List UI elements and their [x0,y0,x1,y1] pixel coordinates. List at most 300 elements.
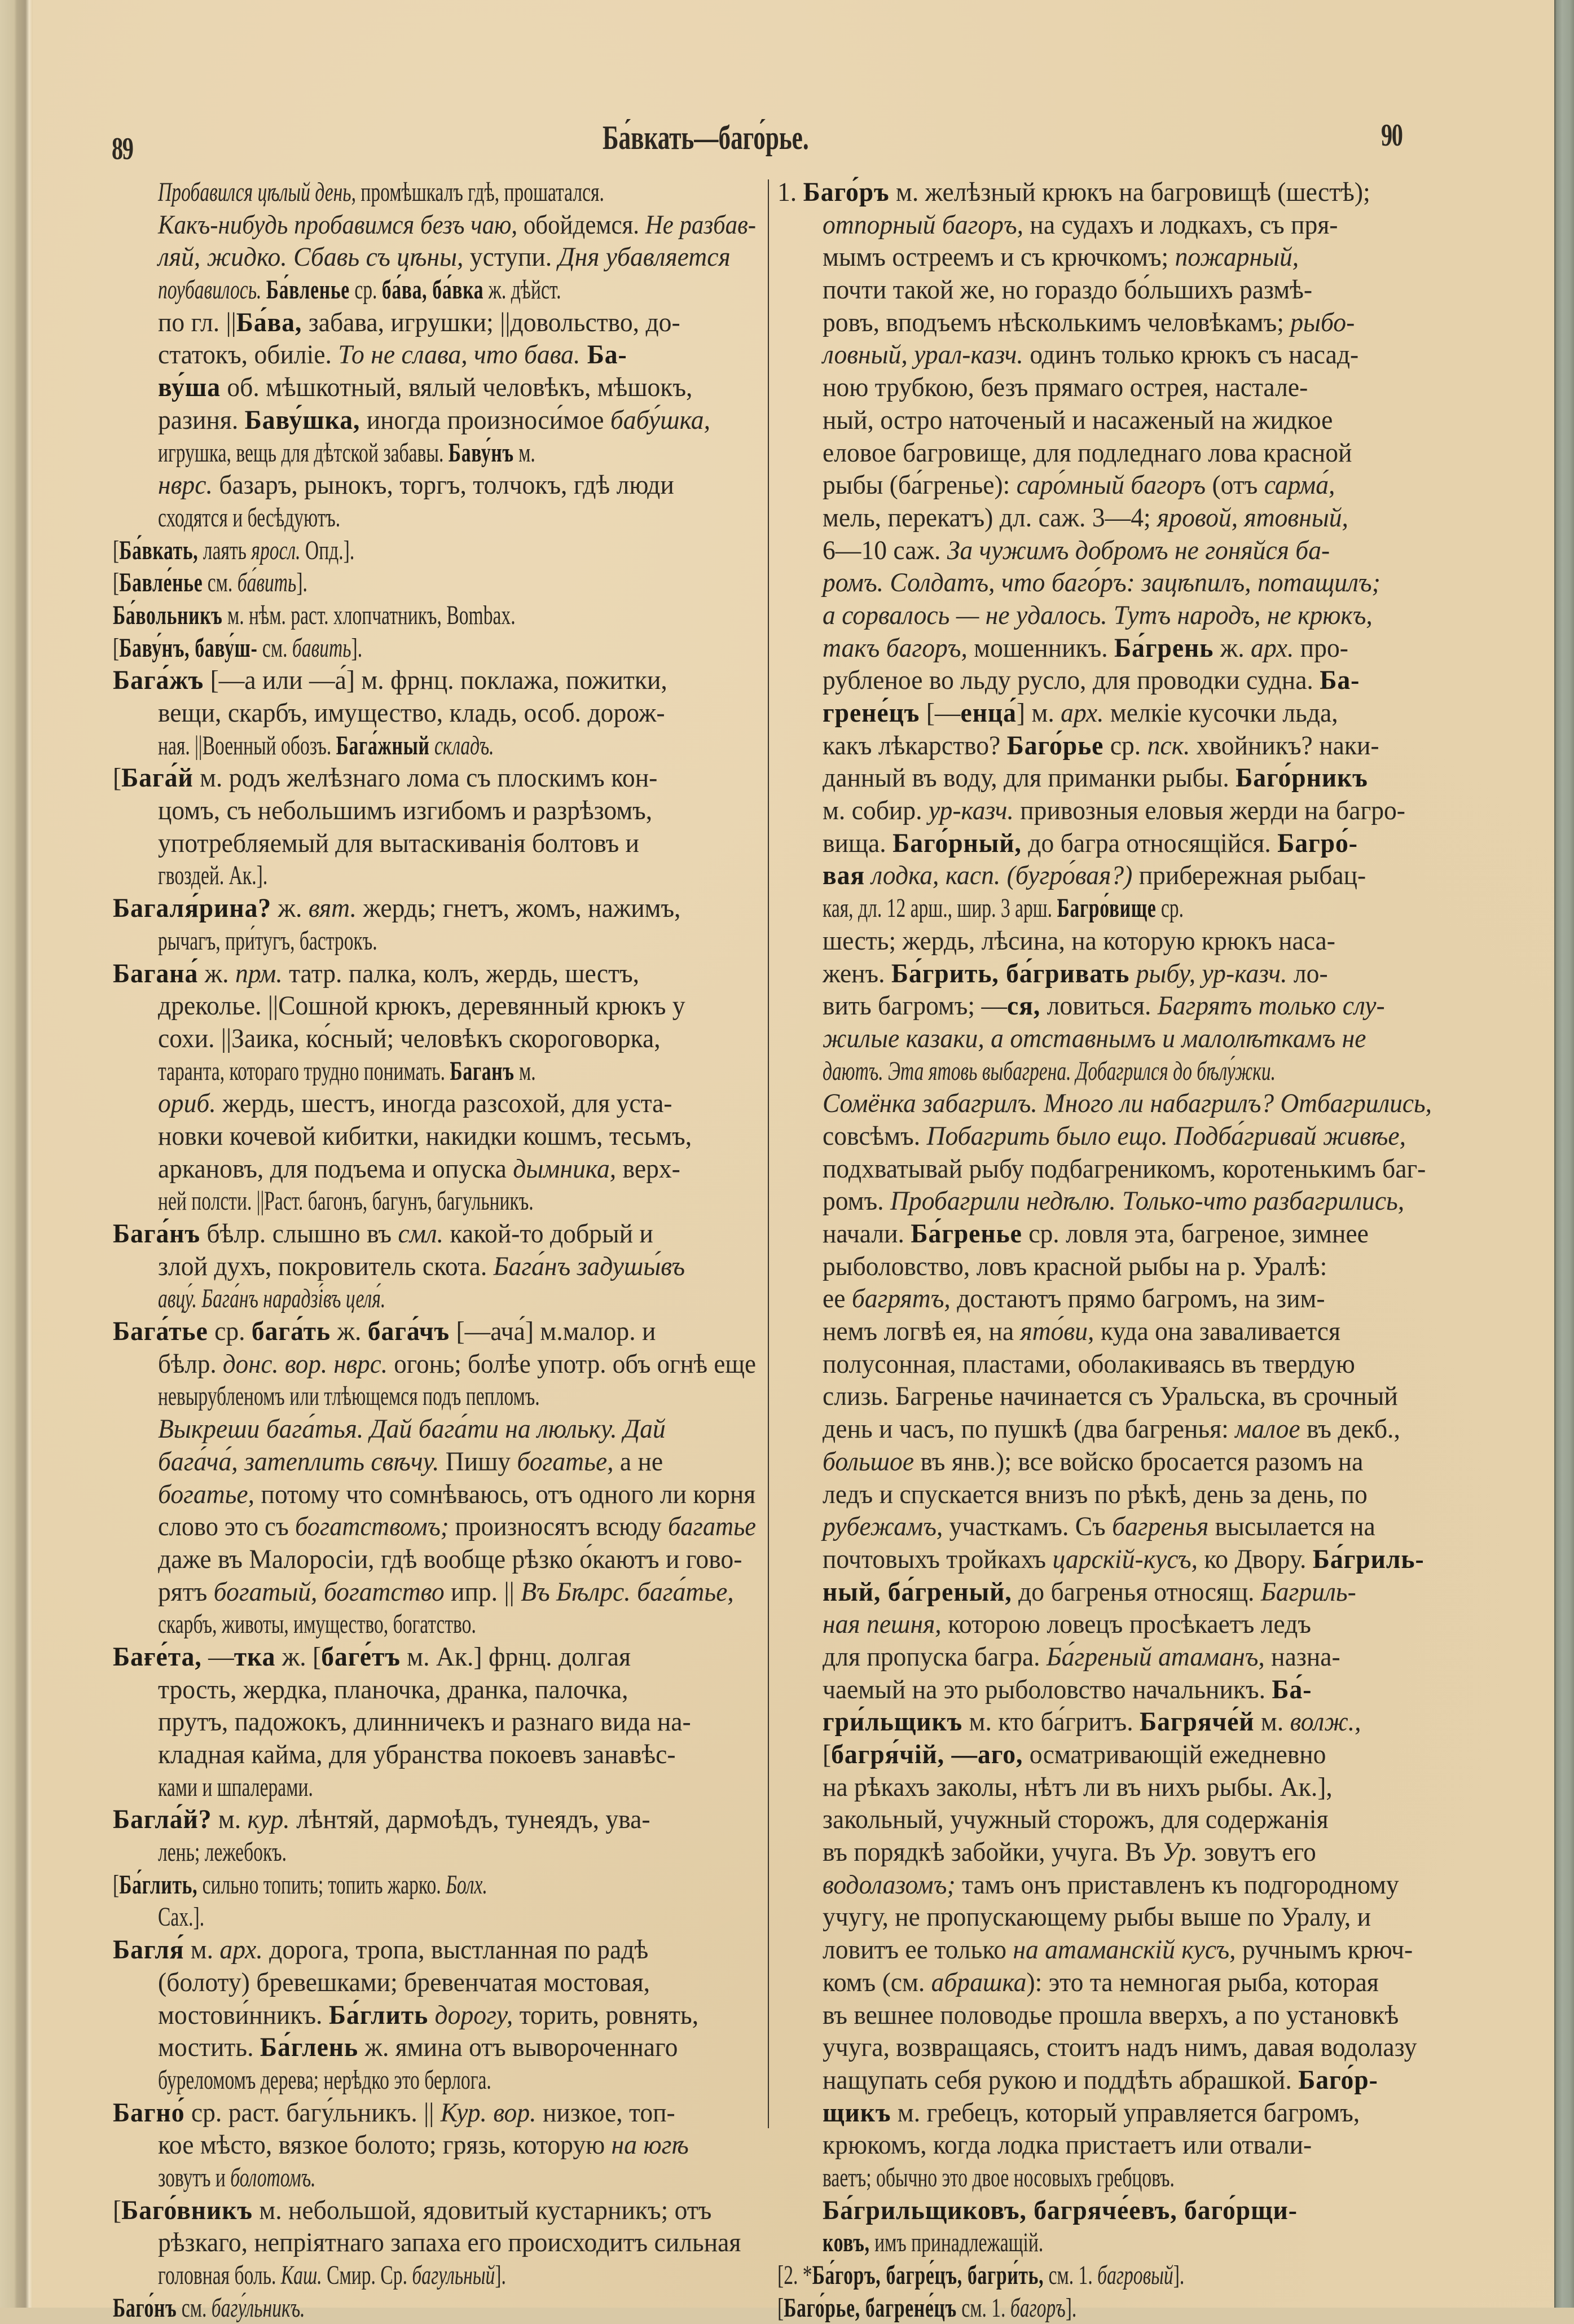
italic-text: яровой, ятовный, [1157,502,1348,533]
body-text: жердь, шестъ, иногда разсохой, для уста- [216,1088,672,1119]
entry-continuation-line [777,1608,1432,1641]
body-text: женъ. [823,958,891,989]
line-text [823,1608,1311,1641]
line-text [823,1348,1355,1381]
line-text [823,1510,1375,1543]
line-text [158,1576,734,1609]
column-divider [768,179,769,2128]
body-text: слизь. Багренье начинается съ Уральска, въ срочный [823,1381,1398,1412]
body-text: комъ (см. [823,1967,931,1997]
headword: Ба- [1320,665,1360,696]
line-text [158,990,685,1022]
line-text [823,1218,1369,1250]
italic-text: болотомъ. [230,2162,316,2193]
italic-text: бавить [292,632,351,663]
body-text: м. гребецъ, который управляется багромъ, [891,2097,1360,2128]
line-text [823,1934,1413,1966]
line-text [823,2031,1417,2064]
entry-continuation-line [113,1282,756,1315]
italic-text: Дня убавляется [558,242,731,273]
italic-text: арх. [1251,632,1294,663]
body-text: учуга, возвращаясь, стоитъ надъ нимъ, давая водолазу [823,2032,1417,2063]
body-text: рычагъ, при́тугъ, бастрокъ. [158,925,377,956]
line-text [158,2031,678,2064]
line-text [158,1543,742,1576]
body-text: ср. [208,1316,252,1347]
line-text [113,892,680,925]
entry-continuation-line [113,925,756,957]
body-text: [ [113,535,120,565]
italic-text: Болх. [446,1869,487,1900]
entry-continuation-line [777,925,1432,957]
entry-continuation-line [777,1348,1432,1381]
body-text: по гл. || [158,307,236,337]
italic-text: богатый, богатство [213,1576,445,1607]
line-text [823,827,1358,860]
entry-continuation-line [113,1966,756,1999]
entry-continuation-line [113,1446,756,1478]
line-text [158,371,692,404]
body-text: ]. [296,568,307,598]
body-text: [ [777,2292,784,2323]
line-text [158,859,267,892]
book-binding-left [0,0,34,2308]
italic-text: абрашка [931,1967,1027,1997]
right-page-number: 90 [1381,118,1402,153]
body-text: лень; лежебокъ. [158,1837,287,1868]
headword: Баго́рье, багрене́цъ [784,2292,957,2323]
entry-continuation-line [777,1478,1432,1511]
line-text [823,1087,1432,1120]
line-text [113,1803,650,1836]
entry-continuation-line [113,730,756,762]
body-text: тамъ онъ приставленъ къ подгородному [955,1869,1399,1900]
line-text [158,1510,756,1543]
headword: Багла́й? [113,1804,212,1835]
body-text: м. [1254,1707,1290,1737]
entry-continuation-line [113,1120,756,1153]
line-text [158,1966,650,1999]
italic-text: багатье [667,1512,756,1542]
body-text: ней полсти. ||Раст. багонъ, багунъ, багульникъ. [158,1186,534,1216]
entry-head-line [113,762,756,794]
body-text: 1. [777,177,803,207]
body-text: [—а или —а́] м. фрнц. поклажа, пожитки, [204,665,667,696]
line-text [823,1055,1276,1088]
body-text: совсѣмъ. [823,1121,927,1151]
body-text: статокъ, обиліе. [158,340,338,370]
body-text: — [201,1641,234,1672]
line-text [113,1315,656,1348]
entry-continuation-line [777,437,1432,469]
headword: ся, [1007,991,1041,1021]
line-text [158,404,710,437]
body-text: мостить. [158,2032,260,2063]
entry-continuation-line [113,1608,756,1641]
line-text [158,2064,491,2097]
body-text: [ [113,632,120,663]
line-text [158,1413,666,1446]
entry-continuation-line [777,1706,1432,1738]
entry-continuation-line [113,1738,756,1771]
entry-continuation-line [777,1803,1432,1836]
body-text: достаютъ прямо багромъ, на зим- [950,1284,1325,1314]
body-text: чаемый на это рыболовство начальникъ. [823,1674,1272,1704]
body-text: уступи. [463,242,559,273]
headword: ву́ша [158,372,221,403]
body-text: м. Ак.] фрнц. долгая [400,1641,631,1672]
body-text: вища. [823,828,893,858]
line-text [823,1803,1329,1836]
italic-text: вят. [308,893,357,924]
line-text [158,469,674,502]
headword: Багро́вище [1057,893,1157,924]
line-text [823,306,1355,339]
entry-head-line [113,2097,756,2129]
body-text: зовутъ его [1197,1837,1316,1868]
entry-continuation-line [777,2064,1432,2097]
italic-text: богатствомъ; [294,1512,449,1542]
italic-text: отпорный багоръ, [823,209,1024,240]
headword: ковъ, [823,2228,870,2258]
headword: грене́цъ [823,698,920,728]
entry-continuation-line [113,827,756,860]
body-text: въ порядкѣ забойки, учуга. Въ [823,1837,1162,1868]
body-text: злой духъ, покровитель скота. [158,1251,494,1281]
body-text: вить багромъ; — [823,991,1008,1021]
entry-continuation-line [113,502,756,534]
line-text [823,2162,1175,2194]
body-text: ]. [351,632,363,663]
line-text [158,1608,476,1641]
body-text: сильно топить; топить жарко. [197,1869,446,1900]
headword: баге́тъ [321,1641,401,1672]
body-text: въ декб., [1300,1414,1400,1444]
body-text: игрушка, вещь для дѣтской забавы. [158,437,449,468]
headword: Баву́нъ, баву́ш- [119,632,258,663]
line-text [158,176,604,209]
italic-text: Бага́нъ задушы́въ [493,1251,685,1281]
body-text: одинъ только крюкъ съ насад- [1023,340,1359,370]
line-text [823,2097,1360,2129]
line-text [158,2226,741,2259]
body-text: ж. дѣйст. [483,275,561,305]
entry-continuation-line [113,697,756,730]
line-text [823,2064,1378,2097]
body-text: немъ логвѣ ея, на [823,1316,1021,1347]
line-text [823,1185,1404,1218]
line-text [158,502,340,534]
line-text [158,1055,536,1088]
line-text [158,1282,385,1315]
headword: Ба́глень [260,2032,359,2063]
body-text: ледъ и спускается внизъ по рѣкѣ, день за день, по [823,1479,1368,1509]
line-text [823,1901,1371,1934]
running-head: Ба́вкать—баго́рье. [603,119,809,156]
line-text [158,306,680,339]
right-column [777,176,1432,2324]
italic-text: Побагрить было ещо. Подба́гривай живѣе, [926,1121,1406,1151]
line-text [777,2259,1184,2292]
entry-head-line [113,1641,756,1673]
entry-continuation-line [113,2162,756,2194]
entry-continuation-line [777,534,1432,567]
entry-continuation-line [777,1901,1432,1934]
body-text: ко Двору. [1198,1544,1313,1574]
entry-continuation-line [777,1250,1432,1283]
line-text [113,1218,653,1250]
body-text: сохи. ||Заика, ко́сный; человѣкъ скороговорка, [158,1023,661,1053]
entry-continuation-line [777,1282,1432,1315]
italic-text: малое [1235,1414,1300,1444]
body-text: учугу, не пропускающему рыбы выше по Уралу, и [823,1902,1371,1932]
line-text [823,1380,1398,1413]
body-text: цомъ, съ небольшимъ изгибомъ и разрѣзомъ, [158,796,653,826]
entry-continuation-line [777,274,1432,306]
italic-text: большое [823,1446,914,1477]
body-text: подхватывай рыбу подбагреникомъ, коротенькимъ баг- [823,1153,1426,1184]
entry-head-line [113,2292,756,2324]
headword: ба́ва, ба́вка [381,275,484,305]
body-text: дреколье. ||Сошной крюкъ, деревянный крюкъ у [158,991,685,1021]
line-text [823,664,1360,697]
headword: Ба́гренье [911,1219,1022,1249]
body-text: произносятъ всюду [449,1512,668,1542]
body-text: Опд.]. [300,535,355,565]
entry-continuation-line [113,1576,756,1609]
line-text [823,2129,1312,2162]
body-text: Смир. Ср. [322,2260,412,2290]
body-text: участкамъ. Съ [943,1512,1113,1542]
entry-continuation-line [113,1478,756,1511]
entry-continuation-line [113,1510,756,1543]
entry-continuation-line [777,632,1432,665]
entry-continuation-line [113,1771,756,1804]
italic-text: арх. [1061,698,1104,728]
body-text: сходятся и бесѣдуютъ. [158,502,341,533]
entry-continuation-line [113,404,756,437]
body-text: рятъ [158,1576,214,1607]
entry-continuation-line [113,306,756,339]
line-text [158,1348,756,1381]
entry-continuation-line [113,371,756,404]
italic-text: сарма́, [1264,470,1335,500]
entry-continuation-line [777,1185,1432,1218]
body-text: м. небольшой, ядовитый кустарникъ; отъ [252,2195,712,2225]
headword: Бага́жъ [113,665,204,696]
line-text [158,274,561,306]
entry-head-line [113,632,756,665]
body-text: осматривающій ежедневно [1023,1739,1326,1769]
headword: Ба́горъ, багре́цъ, багри́ть, [812,2260,1044,2290]
line-text [158,1478,755,1511]
line-text [158,1022,661,1055]
body-text: новки кочевой кибитки, накидки кошмъ, тесьмъ, [158,1121,692,1151]
body-text: [2. * [777,2260,812,2290]
body-text: (отъ [1206,470,1264,500]
line-text [158,1120,692,1153]
body-text: которою ловецъ просѣкаетъ ледъ [941,1609,1311,1640]
entry-continuation-line [777,1087,1432,1120]
entry-continuation-line [113,2031,756,2064]
entry-continuation-line [777,1869,1432,1901]
line-text [158,2129,689,2162]
line-text [158,1673,628,1706]
entry-continuation-line [113,1413,756,1446]
italic-text: ято́ви, [1020,1316,1094,1347]
book-binding-right [1554,0,1574,2308]
body-text: ср. раст. багу́льникъ. || [184,2097,441,2128]
entry-continuation-line [777,241,1432,274]
headword: Баганъ [450,1056,515,1086]
entry-continuation-line [113,1380,756,1413]
body-text: низкое, топ- [536,2097,675,2128]
entry-continuation-line [113,2129,756,2162]
line-text [158,1836,287,1869]
italic-text: на атаманскій кусъ, [1013,1935,1236,1965]
italic-text: Багрятъ только слу- [1157,991,1385,1021]
entry-continuation-line [777,762,1432,794]
line-text [823,1966,1379,1999]
body-text: ]. [1065,2292,1077,2323]
entry-continuation-line [113,176,756,209]
entry-continuation-line [777,1934,1432,1966]
headword: бага́чъ [367,1316,450,1347]
body-text: почтовыхъ тройкахъ [823,1544,1053,1574]
body-text: Сах.]. [158,1902,205,1932]
italic-text: ба́вить [237,568,297,598]
line-text [158,794,652,827]
body-text: ваетъ; обычно это двое носовыхъ гребцовъ. [823,2162,1175,2193]
entry-continuation-line [777,892,1432,925]
line-text [823,1869,1399,1901]
body-text: торить, ровнять, [513,2000,699,2030]
body-text: еловое багровище, для подледнаго лова красной [823,437,1352,468]
entry-continuation-line [777,502,1432,534]
body-text: кое мѣсто, вязкое болото; грязь, которую [158,2130,612,2160]
headword: Ба́ва, [236,307,302,337]
entry-continuation-line [777,1641,1432,1673]
body-text: ж. [331,1316,368,1347]
entry-continuation-line [113,1185,756,1218]
entry-continuation-line [777,2129,1432,2162]
italic-text: За чужимъ добромъ не гоняйся ба- [947,535,1330,565]
line-text [113,632,362,665]
headword: Ба- [580,340,627,370]
body-text: см. 1. [1044,2260,1098,2290]
body-text: хвойникъ? наки- [1190,730,1379,761]
entry-continuation-line [113,990,756,1022]
body-text: ее [823,1284,852,1314]
italic-text: бага́ча́, затеплить свѣчу. [158,1446,439,1477]
body-text: начали. [823,1219,911,1249]
entry-continuation-line [777,1999,1432,2032]
body-text: ж. [ [275,1641,322,1672]
italic-text: богатье, [158,1479,255,1509]
italic-text: смл. [398,1219,444,1249]
body-text: м. нѣм. раст. хлопчатникъ, Bombax. [222,600,516,630]
body-text: рыбы (ба́греньe): [823,470,1017,500]
line-text [823,859,1366,892]
headword: Баго́вникъ [121,2195,253,2225]
body-text: полусонная, пластами, оболакиваясь въ твердую [823,1348,1355,1379]
body-text: [—ача́] м.малор. и [450,1316,656,1347]
italic-text: донс. вор. нврс. [222,1348,388,1379]
body-text: ): это та немногая рыба, которая [1026,1967,1379,1997]
line-text [158,1901,204,1934]
headword: Баго́рникъ [1236,763,1368,793]
headword: бага́ть [251,1316,331,1347]
line-text [823,1543,1424,1576]
line-text [158,1738,676,1771]
body-text: прутъ, падожокъ, длинничекъ и разнаго вида на- [158,1707,691,1737]
body-text: день и часъ, по пушкѣ (два багренья: [823,1414,1236,1444]
line-text [158,1771,313,1804]
headword: Бага́тье [113,1316,208,1347]
body-text: ный, остро наточеный и насаженый на жидкое [823,405,1333,435]
line-text [823,469,1335,502]
italic-text: Какъ-нибудь пробавимся безъ чаю, [158,209,518,240]
line-text [823,502,1348,534]
body-text: ловитъ ее только [823,1935,1013,1965]
entry-continuation-line [113,469,756,502]
body-text: ручнымъ крюч- [1236,1935,1413,1965]
italic-text: яросл. [251,535,301,565]
line-text [823,1576,1356,1609]
line-text [113,534,354,567]
body-text: дорога, тропа, выстланная по радѣ [262,1935,649,1965]
body-text: разиня. [158,405,245,435]
body-text: мелкіе кусочки льда, [1103,698,1338,728]
entry-continuation-line [113,1022,756,1055]
line-text [823,2194,1298,2227]
entry-continuation-line [777,1315,1432,1348]
italic-text: арх. [219,1935,263,1965]
entry-head-line [113,1218,756,1250]
entry-continuation-line [113,1087,756,1120]
italic-text: багоръ [1010,2292,1066,2323]
body-text: а не [613,1446,663,1477]
entry-continuation-line [113,1250,756,1283]
entry-continuation-line [113,2259,756,2292]
italic-text: ориб. [158,1088,216,1119]
body-text: см. [203,568,238,598]
body-text: м. [514,1056,536,1086]
headword: щикъ [823,2097,891,2128]
italic-text: бабу́шка, [610,405,710,435]
headword: Баву́шка, [244,405,360,435]
body-text: ср. [349,275,382,305]
italic-text: То не слава, что бава. [338,340,581,370]
body-text: куда она заваливается [1094,1316,1341,1347]
entry-continuation-line [113,1153,756,1185]
entry-continuation-line [777,339,1432,371]
line-text [823,794,1405,827]
line-text [158,2259,506,2292]
body-text: слово это съ [158,1512,295,1542]
italic-text: Кур. вор. [440,2097,537,2128]
body-text: лѣнтяй, дармоѣдъ, тунеядъ, ува- [289,1804,650,1835]
line-text [823,632,1348,665]
entry-continuation-line [113,241,756,274]
headword: Багно́ [113,2097,185,2128]
body-text: ная. ||Военный обозъ. [158,730,336,761]
line-text [823,2226,1043,2259]
entry-continuation-line [777,990,1432,1022]
line-text [158,697,665,730]
italic-text: рубежамъ, [823,1512,943,1542]
body-text: обойдемся. [517,209,645,240]
